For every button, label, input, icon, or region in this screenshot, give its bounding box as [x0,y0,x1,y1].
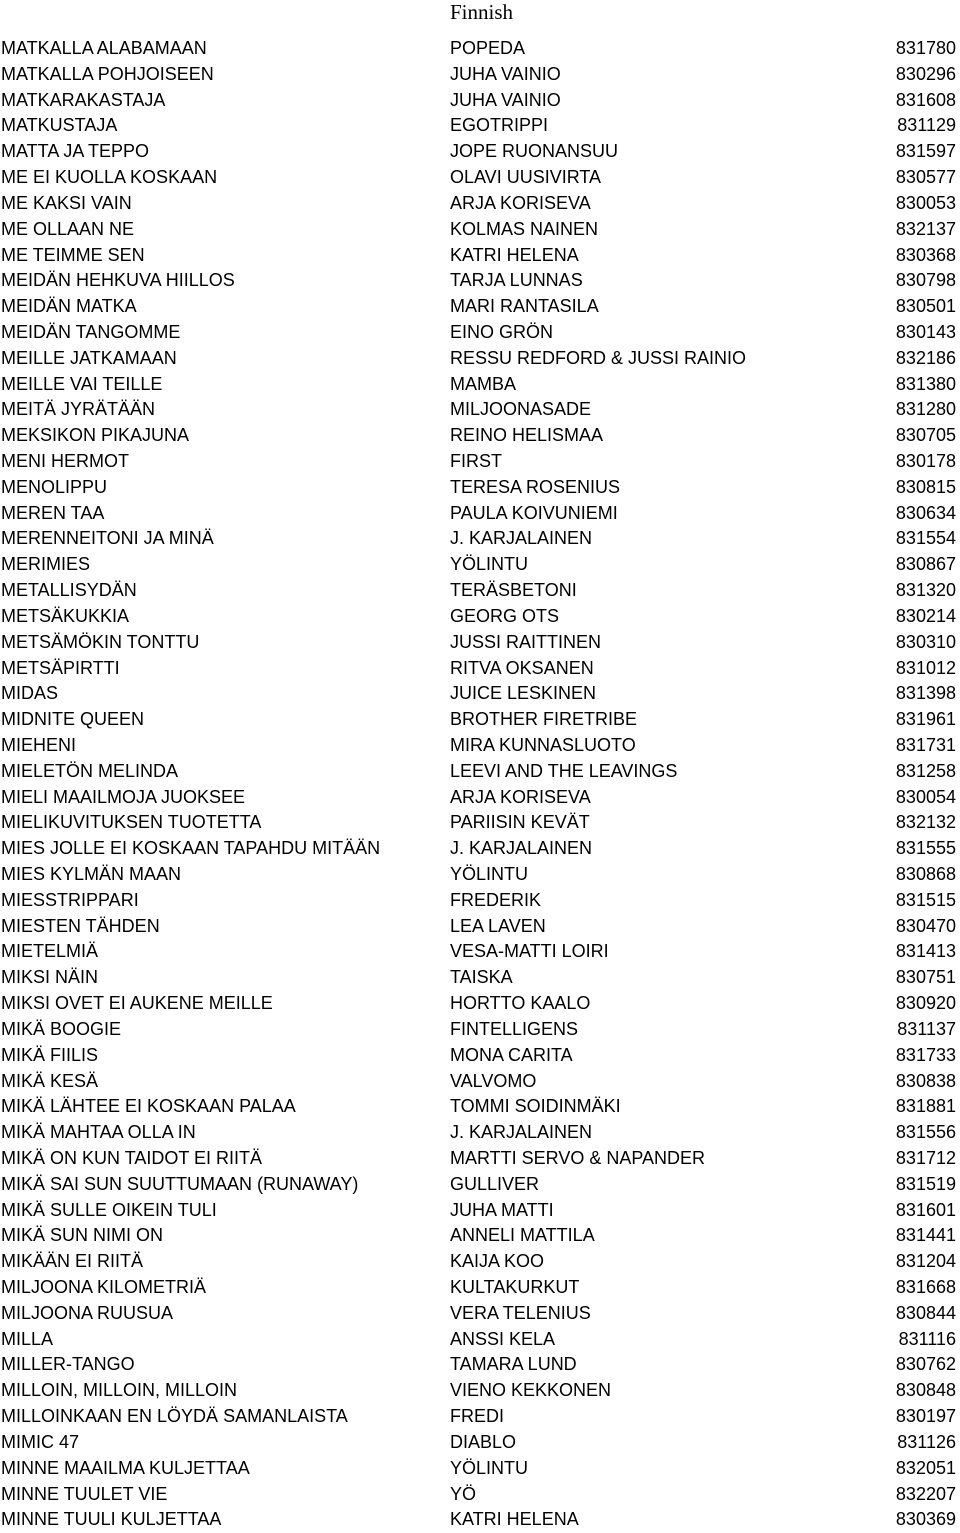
song-artist: HORTTO KAALO [450,993,591,1014]
song-row [0,217,960,243]
song-row [0,1172,960,1198]
song-row [0,939,960,965]
song-row [0,1146,960,1172]
song-row [0,36,960,62]
song-title: MIETELMIÄ [1,941,99,962]
song-title: MIES JOLLE EI KOSKAAN TAPAHDU MITÄÄN [1,838,381,859]
song-code: 830844 [895,1302,956,1323]
song-title: ME KAKSI VAIN [1,192,132,213]
song-row [0,268,960,294]
song-code: 830501 [895,296,956,317]
song-title: MIDAS [1,683,59,704]
song-code: 831555 [895,838,956,859]
song-artist: VALVOMO [450,1070,537,1091]
song-row [0,1430,960,1456]
song-title: MILLER-TANGO [1,1354,135,1375]
song-title: MILLOINKAAN EN LÖYDÄ SAMANLAISTA [1,1406,348,1427]
song-artist: KATRI HELENA [450,1509,579,1530]
song-artist: MIRA KUNNASLUOTO [450,734,636,755]
song-row [0,836,960,862]
song-row [0,965,960,991]
song-row [0,1456,960,1482]
song-code: 831731 [895,734,956,755]
song-row [0,1069,960,1095]
song-title: MIKÄÄN EI RIITÄ [1,1251,144,1272]
song-row [0,139,960,165]
song-artist: FINTELLIGENS [450,1018,579,1039]
song-artist: LEEVI AND THE LEAVINGS [450,760,678,781]
song-code: 831961 [895,709,956,730]
song-row [0,810,960,836]
song-row [0,475,960,501]
song-title: MEIDÄN HEHKUVA HIILLOS [1,270,235,291]
song-code: 831556 [895,1122,956,1143]
song-title: MIEHENI [1,734,77,755]
song-code: 830197 [895,1406,956,1427]
song-code: 830705 [895,425,956,446]
song-title: ME EI KUOLLA KOSKAAN [1,167,218,188]
song-artist: KOLMAS NAINEN [450,218,599,239]
song-title: MIKÄ SUN NIMI ON [1,1225,164,1246]
song-title: MIKÄ KESÄ [1,1070,99,1091]
song-title: MEILLE VAI TEILLE [1,373,163,394]
song-code: 830054 [895,786,956,807]
song-row [0,1404,960,1430]
song-title: MINNE MAAILMA KULJETTAA [1,1457,250,1478]
song-artist: GEORG OTS [450,605,560,626]
song-code: 830867 [895,554,956,575]
page-title: Finnish [450,0,514,24]
song-title: MIESTEN TÄHDEN [1,915,160,936]
song-row [0,888,960,914]
song-title: METSÄPIRTTI [1,657,120,678]
song-code: 831668 [895,1277,956,1297]
song-row [0,1352,960,1378]
song-artist: JUICE LESKINEN [450,683,597,704]
song-row [0,526,960,552]
song-table [0,36,960,1533]
song-artist: J. KARJALAINEN [450,1122,593,1143]
song-row [0,656,960,682]
song-title: MILJOONA KILOMETRIÄ [1,1277,207,1297]
song-artist: FREDI [450,1406,504,1427]
song-artist: J. KARJALAINEN [450,528,593,549]
song-title: MEILLE JATKAMAAN [1,347,177,368]
song-code: 830053 [895,192,956,213]
song-title: MATKALLA POHJOISEEN [1,63,214,84]
song-code: 830868 [895,864,956,884]
song-artist: MARI RANTASILA [450,296,599,317]
song-row [0,449,960,475]
song-code: 830798 [895,270,956,291]
song-title: MINNE TUULI KULJETTAA [1,1509,222,1530]
song-artist: REINO HELISMAA [450,425,604,446]
song-artist: POPEDA [450,38,526,58]
song-row [0,1378,960,1404]
song-artist: JUHA MATTI [450,1199,554,1220]
song-artist: OLAVI UUSIVIRTA [450,167,602,188]
song-code: 831597 [895,141,956,162]
song-code: 831780 [895,38,956,58]
song-row [0,423,960,449]
song-code: 831441 [895,1225,956,1246]
song-artist: MONA CARITA [450,1044,573,1065]
song-title: MATKUSTAJA [1,115,118,136]
song-title: MIKÄ SAI SUN SUUTTUMAAN (RUNAWAY) [1,1173,359,1194]
song-title: MIKSI OVET EI AUKENE MEILLE [1,993,273,1014]
song-artist: JUSSI RAITTINEN [450,631,602,652]
song-code: 830920 [895,993,956,1014]
song-code: 831320 [895,580,956,601]
song-row [0,785,960,811]
song-row [0,1120,960,1146]
song-row [0,1327,960,1353]
song-artist: GULLIVER [450,1173,540,1194]
song-row [0,733,960,759]
song-code: 832207 [895,1483,956,1504]
song-title: MATKALLA ALABAMAAN [1,38,207,58]
song-artist: ARJA KORISEVA [450,192,591,213]
song-title: MATTA JA TEPPO [1,141,150,162]
song-code: 830178 [895,451,956,471]
song-code: 830751 [895,967,956,988]
song-title: MIELETÖN MELINDA [1,760,179,781]
song-code: 831413 [895,941,956,962]
song-artist: ARJA KORISEVA [450,786,591,807]
song-title: MEITÄ JYRÄTÄÄN [1,399,156,420]
song-artist: PARIISIN KEVÄT [450,812,590,833]
song-code: 831280 [895,399,956,420]
song-artist: JOPE RUONANSUU [450,141,619,162]
song-code: 830838 [895,1070,956,1091]
song-row [0,991,960,1017]
song-artist: ANNELI MATTILA [450,1225,595,1246]
song-title: MILLOIN, MILLOIN, MILLOIN [1,1380,238,1401]
song-artist: TARJA LUNNAS [450,270,583,291]
song-title: MIMIC 47 [1,1431,80,1452]
song-title: MERENNEITONI JA MINÄ [1,528,214,549]
song-title: MERIMIES [1,554,91,575]
song-artist: VIENO KEKKONEN [450,1380,612,1401]
song-row [0,1249,960,1275]
song-title: MIKÄ ON KUN TAIDOT EI RIITÄ [1,1147,263,1168]
song-row [0,1017,960,1043]
song-code: 831712 [895,1147,956,1168]
song-row [0,1275,960,1301]
song-code: 832186 [895,347,956,368]
song-row [0,1094,960,1120]
song-title: MIKÄ LÄHTEE EI KOSKAAN PALAA [1,1096,296,1117]
song-code: 832132 [895,812,956,833]
song-row [0,346,960,372]
song-code: 831126 [897,1431,956,1452]
song-artist: YÖLINTU [450,864,529,884]
song-code: 831608 [895,89,956,110]
song-row [0,1043,960,1069]
song-title: MENI HERMOT [1,451,129,471]
song-code: 830143 [895,321,956,342]
song-row [0,501,960,527]
song-title: MIESSTRIPPARI [1,889,139,910]
song-artist: RITVA OKSANEN [450,657,594,678]
song-code: 830369 [895,1509,956,1530]
song-code: 831204 [895,1251,956,1272]
song-code: 831881 [895,1096,956,1117]
song-title: MEKSIKON PIKAJUNA [1,425,190,446]
song-code: 831380 [895,373,956,394]
song-title: MEIDÄN MATKA [1,296,137,317]
song-title: METALLISYDÄN [1,580,137,601]
song-row [0,397,960,423]
song-artist: FREDERIK [450,889,542,910]
song-row [0,88,960,114]
song-row [0,759,960,785]
song-code: 831012 [895,657,956,678]
song-row [0,914,960,940]
song-title: MIKÄ FIILIS [1,1044,99,1065]
song-title: MIKÄ SULLE OIKEIN TULI [1,1199,217,1220]
song-row [0,165,960,191]
song-row [0,604,960,630]
song-artist: MARTTI SERVO & NAPANDER [450,1147,706,1168]
song-code: 830470 [895,915,956,936]
song-code: 831116 [898,1328,956,1349]
song-code: 830368 [895,244,956,265]
song-title: MINNE TUULET VIE [1,1483,168,1504]
song-artist: EINO GRÖN [450,321,554,342]
song-title: MIELI MAAILMOJA JUOKSEE [1,786,246,807]
song-artist: VESA-MATTI LOIRI [450,941,609,962]
song-code: 830634 [895,502,956,523]
song-row [0,552,960,578]
song-code: 831129 [897,115,956,136]
song-artist: YÖLINTU [450,554,529,575]
song-code: 831601 [895,1199,956,1220]
song-row [0,243,960,269]
song-artist: TOMMI SOIDINMÄKI [450,1096,621,1117]
song-title: MEIDÄN TANGOMME [1,321,181,342]
song-artist: RESSU REDFORD & JUSSI RAINIO [450,347,747,368]
song-row [0,578,960,604]
song-code: 830214 [895,605,956,626]
song-title: MIELIKUVITUKSEN TUOTETTA [1,812,262,833]
song-title: MEREN TAA [1,502,105,523]
song-row [0,707,960,733]
song-code: 830815 [895,476,956,497]
song-row [0,1301,960,1327]
song-code: 830848 [895,1380,956,1401]
song-row [0,1482,960,1508]
song-code: 831519 [895,1173,956,1194]
song-title: MIKÄ BOOGIE [1,1018,122,1039]
song-title: MIES KYLMÄN MAAN [1,864,182,884]
song-title: MIDNITE QUEEN [1,709,145,730]
song-code: 830577 [895,167,956,188]
song-artist: KATRI HELENA [450,244,579,265]
song-code: 831398 [895,683,956,704]
song-title: METSÄKUKKIA [1,605,130,626]
song-artist: VERA TELENIUS [450,1302,591,1323]
song-artist: TERESA ROSENIUS [450,476,621,497]
song-row [0,113,960,139]
song-artist: JUHA VAINIO [450,63,561,84]
song-code: 831733 [895,1044,956,1065]
song-row [0,62,960,88]
song-row [0,191,960,217]
song-artist: YÖLINTU [450,1457,529,1478]
song-artist: EGOTRIPPI [450,115,549,136]
song-artist: KULTAKURKUT [450,1277,580,1297]
song-artist: ANSSI KELA [450,1328,556,1349]
song-artist: LEA LAVEN [450,915,546,936]
song-artist: YÖ [450,1483,477,1504]
song-code: 830310 [895,631,956,652]
song-artist: PAULA KOIVUNIEMI [450,502,618,523]
song-title: MATKARAKASTAJA [1,89,166,110]
song-title: METSÄMÖKIN TONTTU [1,631,200,652]
song-row [0,320,960,346]
song-row [0,372,960,398]
song-artist: MILJOONASADE [450,399,592,420]
song-artist: TAISKA [450,967,513,988]
song-row [0,862,960,888]
song-title: ME TEIMME SEN [1,244,145,265]
song-title: MILJOONA RUUSUA [1,1302,174,1323]
song-title: MILLA [1,1328,54,1349]
song-artist: TERÄSBETONI [450,580,577,601]
song-artist: KAIJA KOO [450,1251,545,1272]
song-code: 831137 [897,1018,956,1039]
song-code: 830762 [895,1354,956,1375]
song-row [0,1507,960,1533]
song-code: 831515 [895,889,956,910]
song-artist: DIABLO [450,1431,517,1452]
song-title: MENOLIPPU [1,476,108,497]
song-artist: J. KARJALAINEN [450,838,593,859]
song-row [0,1223,960,1249]
song-row [0,681,960,707]
song-row [0,1198,960,1224]
song-artist: TAMARA LUND [450,1354,577,1375]
song-code: 830296 [895,63,956,84]
song-title: MIKÄ MAHTAA OLLA IN [1,1122,196,1143]
song-code: 832051 [895,1457,956,1478]
song-row [0,630,960,656]
song-artist: MAMBA [450,373,517,394]
song-artist: BROTHER FIRETRIBE [450,709,638,730]
song-code: 831554 [895,528,956,549]
song-artist: JUHA VAINIO [450,89,561,110]
song-artist: FIRST [450,451,502,471]
song-title: MIKSI NÄIN [1,967,99,988]
song-title: ME OLLAAN NE [1,218,135,239]
song-code: 831258 [895,760,956,781]
song-row [0,294,960,320]
song-code: 832137 [895,218,956,239]
